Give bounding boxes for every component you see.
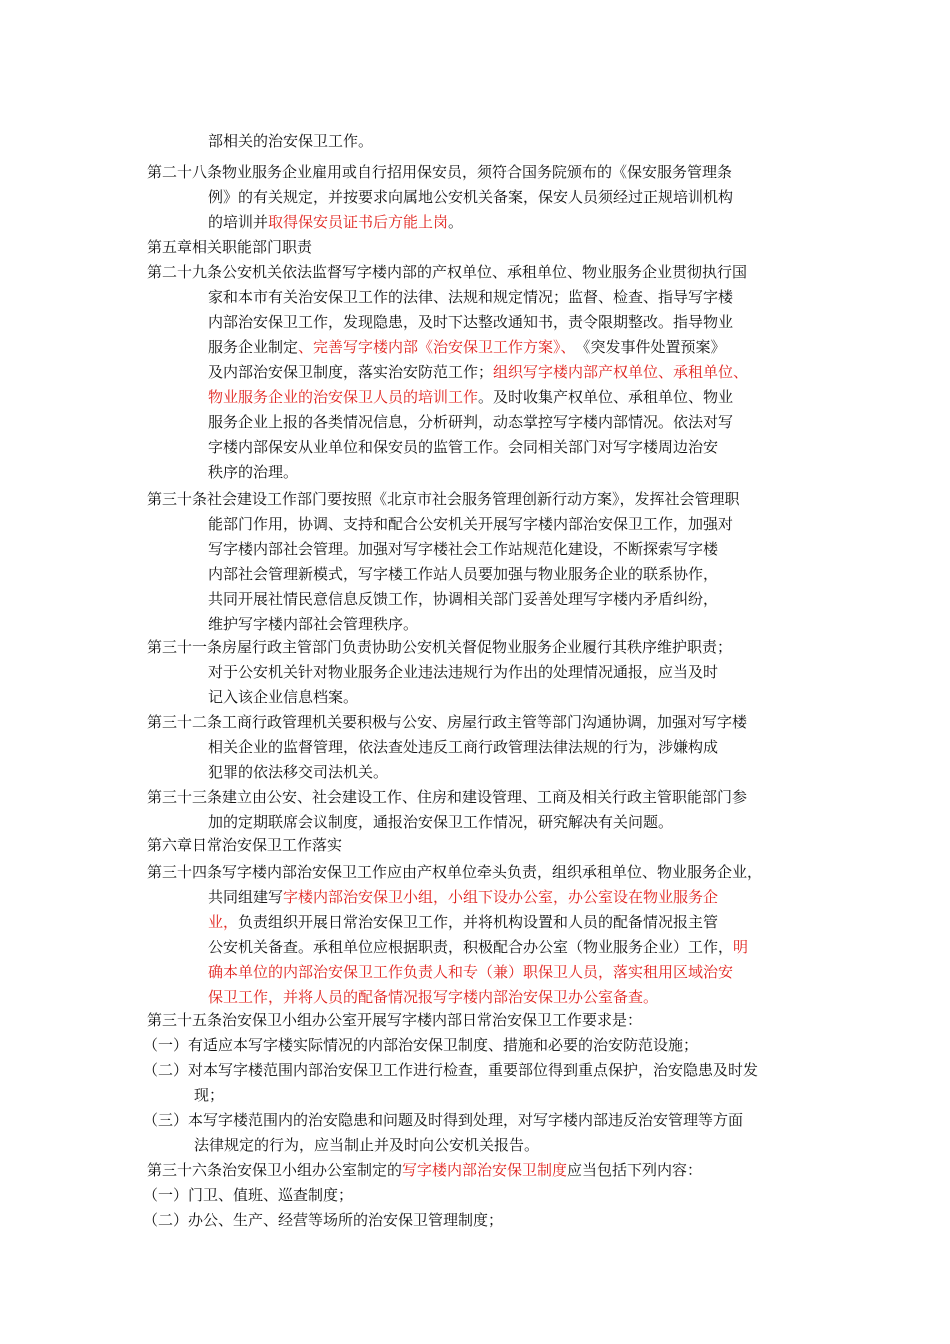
text-segment: 对于公安机关针对物业服务企业违法违规行为作出的处理情况通报，应当及时 (208, 663, 719, 681)
text-segment: 公安机关备查。承租单位应根据职责，积极配合办公室（物业服务企业）工作， (208, 938, 734, 956)
text-line (208, 810, 673, 835)
text-line (208, 885, 718, 910)
text-segment: 及内部治安保卫制度，落实治安防范工作； (208, 363, 494, 381)
text-segment: 家和本市有关治安保卫工作的法律、法规和规定情况；监督、检查、指导写字楼 (208, 288, 734, 306)
text-segment: 第六章日常治安保卫工作落实 (147, 836, 343, 854)
text-line (208, 985, 658, 1010)
text-segment: 《突发事件处置预案》 (568, 338, 726, 356)
text-line (208, 562, 718, 587)
text-line (147, 235, 312, 260)
text-line (208, 935, 748, 960)
text-segment: （一）门卫、值班、巡查制度； (143, 1186, 354, 1204)
text-line (143, 1058, 758, 1083)
text-line (147, 487, 740, 512)
text-segment: 内部治安保卫工作，发现隐患，及时下达整改通知书，责令限期整改。指导物业 (208, 313, 734, 331)
highlighted-text: 确本单位的内部治安保卫工作负责人和专（兼）职保卫人员，落实租用区域治安 (208, 963, 734, 981)
highlighted-text: 取得保安员证书后方能上岗 (268, 213, 449, 231)
text-line (208, 285, 733, 310)
text-line (208, 960, 733, 985)
text-segment: 写字楼内部社会管理。加强对写字楼社会工作站规范化建设，不断探索写字楼 (208, 540, 719, 558)
text-segment: 负责组织开展日常治安保卫工作，并将机构设置和人员的配备情况报主管 (238, 913, 719, 931)
text-line (208, 435, 718, 460)
text-line (147, 785, 747, 810)
text-line (143, 1108, 743, 1133)
text-segment: 共同开展社情民意信息反馈工作，协调相关部门妥善处理写字楼内矛盾纠纷， (208, 590, 719, 608)
text-line (208, 310, 733, 335)
text-line (208, 612, 418, 637)
text-segment: 相关企业的监督管理，依法查处违反工商行政管理法律法规的行为，涉嫌构成 (208, 738, 719, 756)
text-segment: 第二十九条公安机关依法监督写字楼内部的产权单位、承租单位、物业服务企业贯彻执行国 (147, 263, 748, 281)
text-line (147, 260, 747, 285)
highlighted-text: 写字楼内部治安保卫制度 (402, 1161, 568, 1179)
text-line (147, 833, 342, 858)
text-segment: 法律规定的行为，应当制止并及时向公安机关报告。 (194, 1136, 540, 1154)
text-line (208, 685, 358, 710)
text-line (147, 860, 762, 885)
text-line (208, 460, 298, 485)
highlighted-text: 明 (733, 938, 749, 956)
text-segment: 的培训并 (208, 213, 269, 231)
text-line (208, 512, 733, 537)
text-segment: 第三十三条建立由公安、社会建设工作、住房和建设管理、工商及相关行政主管职能部门参 (147, 788, 748, 806)
text-line (147, 635, 732, 660)
text-line (208, 735, 718, 760)
text-line (208, 537, 718, 562)
text-segment: 第三十六条治安保卫小组办公室制定的 (147, 1161, 403, 1179)
text-segment: 应当包括下列内容： (567, 1161, 703, 1179)
text-line (208, 587, 718, 612)
text-segment: 加的定期联席会议制度，通报治安保卫工作情况，研究解决有关问题。 (208, 813, 674, 831)
text-line (194, 1083, 224, 1108)
text-segment: 犯罪的依法移交司法机关。 (208, 763, 389, 781)
text-segment: 。 (448, 213, 464, 231)
text-line (208, 335, 726, 360)
text-segment: 服务企业制定 (208, 338, 299, 356)
text-line (143, 1208, 503, 1233)
text-segment: 例》的有关规定，并按要求向属地公安机关备案，保安人员须经过正规培训机构 (208, 188, 734, 206)
text-segment: 服务企业上报的各类情况信息，分析研判，动态掌控写字楼内部情况。依法对写 (208, 413, 734, 431)
text-line (147, 160, 732, 185)
text-segment: 第三十四条写字楼内部治安保卫工作应由产权单位牵头负责，组织承租单位、物业服务企业， (147, 863, 763, 881)
text-line (208, 385, 733, 410)
text-line (208, 910, 718, 935)
text-segment: 现； (194, 1086, 225, 1104)
text-segment: 第三十条社会建设工作部门要按照《北京市社会服务管理创新行动方案》，发挥社会管理职 (147, 490, 740, 508)
text-segment: 字楼内部保安从业单位和保安员的监管工作。会同相关部门对写字楼周边治安 (208, 438, 719, 456)
highlighted-text: 业， (208, 913, 239, 931)
highlighted-text: 、完善写字楼内部《治安保卫工作方案》、 (298, 338, 569, 356)
text-segment: 部相关的治安保卫工作。 (208, 132, 374, 150)
text-line (208, 129, 373, 154)
highlighted-text: 组织写字楼内部产权单位、承租单位、 (493, 363, 749, 381)
text-segment: 共同组建写 (208, 888, 284, 906)
text-segment: 内部社会管理新模式，写字楼工作站人员要加强与物业服务企业的联系协作， (208, 565, 719, 583)
text-segment: 秩序的治理。 (208, 463, 299, 481)
text-line (208, 760, 388, 785)
highlighted-text: 字楼内部治安保卫小组，小组下设办公室，办公室设在物业服务企 (283, 888, 719, 906)
text-segment: 第三十一条房屋行政主管部门负责协助公安机关督促物业服务企业履行其秩序维护职责； (147, 638, 733, 656)
text-segment: （二）办公、生产、经营等场所的治安保卫管理制度； (143, 1211, 504, 1229)
text-line (208, 185, 733, 210)
text-line (208, 660, 718, 685)
text-segment: （二）对本写字楼范围内部治安保卫工作进行检查，重要部位得到重点保护，治安隐患及时发 (143, 1061, 759, 1079)
text-segment: 第二十八条物业服务企业雇用或自行招用保安员，须符合国务院颁布的《保安服务管理条 (147, 163, 733, 181)
text-line (147, 1008, 642, 1033)
text-line (208, 210, 463, 235)
highlighted-text: 保卫工作，并将人员的配备情况报写字楼内部治安保卫办公室备查。 (208, 988, 659, 1006)
text-segment: 第五章相关职能部门职责 (147, 238, 313, 256)
text-segment: （一）有适应本写字楼实际情况的内部治安保卫制度、措施和必要的治安防范设施； (143, 1036, 699, 1054)
text-line (194, 1133, 539, 1158)
text-segment: 能部门作用，协调、支持和配合公安机关开展写字楼内部治安保卫工作，加强对 (208, 515, 734, 533)
text-line (147, 1158, 702, 1183)
text-line (143, 1033, 698, 1058)
text-line (147, 710, 747, 735)
text-segment: 第三十二条工商行政管理机关要积极与公安、房屋行政主管等部门沟通协调，加强对写字楼 (147, 713, 748, 731)
text-segment: 第三十五条治安保卫小组办公室开展写字楼内部日常治安保卫工作要求是： (147, 1011, 643, 1029)
text-segment: 。及时收集产权单位、承租单位、物业 (478, 388, 734, 406)
text-segment: 维护写字楼内部社会管理秩序。 (208, 615, 419, 633)
text-line (208, 410, 733, 435)
text-segment: （三）本写字楼范围内的治安隐患和问题及时得到处理，对写字楼内部违反治安管理等方面 (143, 1111, 744, 1129)
text-segment: 记入该企业信息档案。 (208, 688, 359, 706)
highlighted-text: 物业服务企业的治安保卫人员的培训工作 (208, 388, 479, 406)
text-line (143, 1183, 353, 1208)
text-line (208, 360, 748, 385)
